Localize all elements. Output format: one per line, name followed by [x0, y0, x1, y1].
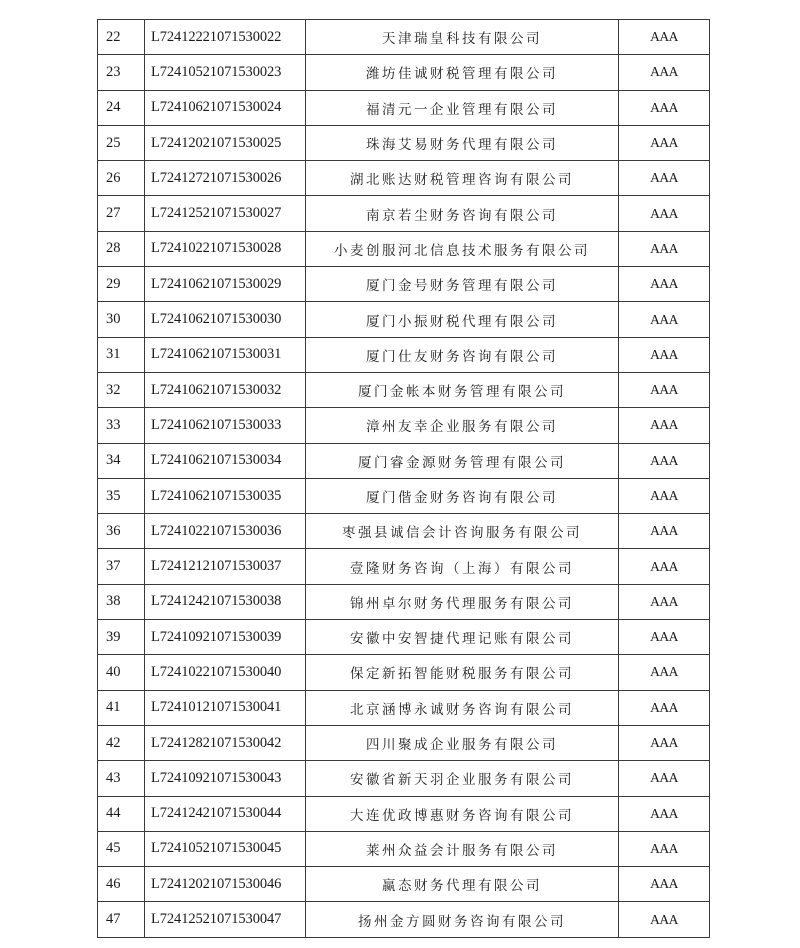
table-row [98, 125, 710, 160]
company-name: 潍坊佳诚财税管理有限公司 [306, 55, 619, 90]
license-code: L72412521071530047 [145, 902, 306, 937]
credit-grade: AAA [619, 231, 710, 266]
row-number: 28 [98, 231, 145, 266]
row-number: 30 [98, 302, 145, 337]
table-body [98, 20, 710, 938]
row-number: 27 [98, 196, 145, 231]
table-row [98, 55, 710, 90]
row-number: 31 [98, 337, 145, 372]
row-number: 45 [98, 831, 145, 866]
credit-grade: AAA [619, 161, 710, 196]
license-code: L72410521071530023 [145, 55, 306, 90]
credit-grade: AAA [619, 478, 710, 513]
company-name: 北京涵博永诚财务咨询有限公司 [306, 690, 619, 725]
license-code: L72412021071530025 [145, 125, 306, 160]
row-number: 41 [98, 690, 145, 725]
row-number: 35 [98, 478, 145, 513]
table-row [98, 549, 710, 584]
license-code: L72410221071530040 [145, 655, 306, 690]
company-name: 天津瑞皇科技有限公司 [306, 20, 619, 55]
credit-grade: AAA [619, 761, 710, 796]
row-number: 33 [98, 408, 145, 443]
company-name: 漳州友幸企业服务有限公司 [306, 408, 619, 443]
table-row [98, 337, 710, 372]
company-name: 四川聚成企业服务有限公司 [306, 725, 619, 760]
table-row [98, 690, 710, 725]
credit-grade: AAA [619, 867, 710, 902]
license-code: L72412021071530046 [145, 867, 306, 902]
credit-grade: AAA [619, 267, 710, 302]
license-code: L72410621071530029 [145, 267, 306, 302]
license-code: L72412121071530037 [145, 549, 306, 584]
table-row [98, 584, 710, 619]
table-row [98, 620, 710, 655]
row-number: 40 [98, 655, 145, 690]
table-row [98, 902, 710, 937]
company-name: 赢态财务代理有限公司 [306, 867, 619, 902]
table-row [98, 372, 710, 407]
row-number: 26 [98, 161, 145, 196]
row-number: 46 [98, 867, 145, 902]
credit-grade: AAA [619, 725, 710, 760]
table-row [98, 408, 710, 443]
credit-grade: AAA [619, 55, 710, 90]
license-code: L72412421071530038 [145, 584, 306, 619]
credit-grade: AAA [619, 302, 710, 337]
license-code: L72412721071530026 [145, 161, 306, 196]
credit-grade: AAA [619, 902, 710, 937]
company-name: 福清元一企业管理有限公司 [306, 90, 619, 125]
row-number: 24 [98, 90, 145, 125]
company-name: 厦门小振财税代理有限公司 [306, 302, 619, 337]
table-row [98, 302, 710, 337]
table-row [98, 867, 710, 902]
license-code: L72412421071530044 [145, 796, 306, 831]
table-row [98, 231, 710, 266]
table-row [98, 161, 710, 196]
row-number: 32 [98, 372, 145, 407]
credit-grade: AAA [619, 20, 710, 55]
row-number: 29 [98, 267, 145, 302]
table-row [98, 443, 710, 478]
row-number: 25 [98, 125, 145, 160]
credit-grade: AAA [619, 584, 710, 619]
company-name: 厦门金帐本财务管理有限公司 [306, 372, 619, 407]
license-code: L72410921071530039 [145, 620, 306, 655]
row-number: 34 [98, 443, 145, 478]
credit-grade: AAA [619, 337, 710, 372]
table-row [98, 267, 710, 302]
row-number: 38 [98, 584, 145, 619]
credit-grade: AAA [619, 196, 710, 231]
credit-grade: AAA [619, 514, 710, 549]
table-row [98, 796, 710, 831]
credit-grade: AAA [619, 408, 710, 443]
row-number: 22 [98, 20, 145, 55]
table-row [98, 90, 710, 125]
company-name: 南京若尘财务咨询有限公司 [306, 196, 619, 231]
company-name: 安徽中安智捷代理记账有限公司 [306, 620, 619, 655]
company-name: 莱州众益会计服务有限公司 [306, 831, 619, 866]
license-code: L72410521071530045 [145, 831, 306, 866]
company-name: 保定新拓智能财税服务有限公司 [306, 655, 619, 690]
row-number: 37 [98, 549, 145, 584]
license-code: L72410621071530031 [145, 337, 306, 372]
company-name: 大连优政博惠财务咨询有限公司 [306, 796, 619, 831]
company-name: 枣强县诚信会计咨询服务有限公司 [306, 514, 619, 549]
row-number: 44 [98, 796, 145, 831]
row-number: 39 [98, 620, 145, 655]
table-row [98, 761, 710, 796]
credit-grade: AAA [619, 620, 710, 655]
table-row [98, 478, 710, 513]
credit-grade: AAA [619, 655, 710, 690]
license-code: L72410621071530033 [145, 408, 306, 443]
row-number: 47 [98, 902, 145, 937]
license-code: L72410621071530035 [145, 478, 306, 513]
company-name: 锦州卓尔财务代理服务有限公司 [306, 584, 619, 619]
company-name: 小麦创服河北信息技术服务有限公司 [306, 231, 619, 266]
license-code: L72410621071530032 [145, 372, 306, 407]
table-row [98, 831, 710, 866]
table-row [98, 20, 710, 55]
credit-grade: AAA [619, 90, 710, 125]
company-rating-table [97, 19, 710, 938]
license-code: L72410621071530030 [145, 302, 306, 337]
company-name: 厦门仕友财务咨询有限公司 [306, 337, 619, 372]
row-number: 36 [98, 514, 145, 549]
credit-grade: AAA [619, 549, 710, 584]
license-code: L72410621071530034 [145, 443, 306, 478]
credit-grade: AAA [619, 831, 710, 866]
row-number: 43 [98, 761, 145, 796]
license-code: L72410221071530036 [145, 514, 306, 549]
company-name: 壹隆财务咨询（上海）有限公司 [306, 549, 619, 584]
company-name: 珠海艾易财务代理有限公司 [306, 125, 619, 160]
license-code: L72410921071530043 [145, 761, 306, 796]
table-row [98, 655, 710, 690]
license-code: L72410621071530024 [145, 90, 306, 125]
table-row [98, 725, 710, 760]
license-code: L72410221071530028 [145, 231, 306, 266]
license-code: L72412521071530027 [145, 196, 306, 231]
company-name: 湖北账达财税管理咨询有限公司 [306, 161, 619, 196]
credit-grade: AAA [619, 443, 710, 478]
company-name: 厦门金号财务管理有限公司 [306, 267, 619, 302]
company-name: 安徽省新天羽企业服务有限公司 [306, 761, 619, 796]
company-name: 厦门睿金源财务管理有限公司 [306, 443, 619, 478]
credit-grade: AAA [619, 690, 710, 725]
license-code: L72410121071530041 [145, 690, 306, 725]
license-code: L72412821071530042 [145, 725, 306, 760]
table-row [98, 196, 710, 231]
credit-grade: AAA [619, 125, 710, 160]
row-number: 42 [98, 725, 145, 760]
license-code: L72412221071530022 [145, 20, 306, 55]
company-name: 扬州金方圆财务咨询有限公司 [306, 902, 619, 937]
company-name: 厦门偕金财务咨询有限公司 [306, 478, 619, 513]
row-number: 23 [98, 55, 145, 90]
table-row [98, 514, 710, 549]
credit-grade: AAA [619, 372, 710, 407]
credit-grade: AAA [619, 796, 710, 831]
